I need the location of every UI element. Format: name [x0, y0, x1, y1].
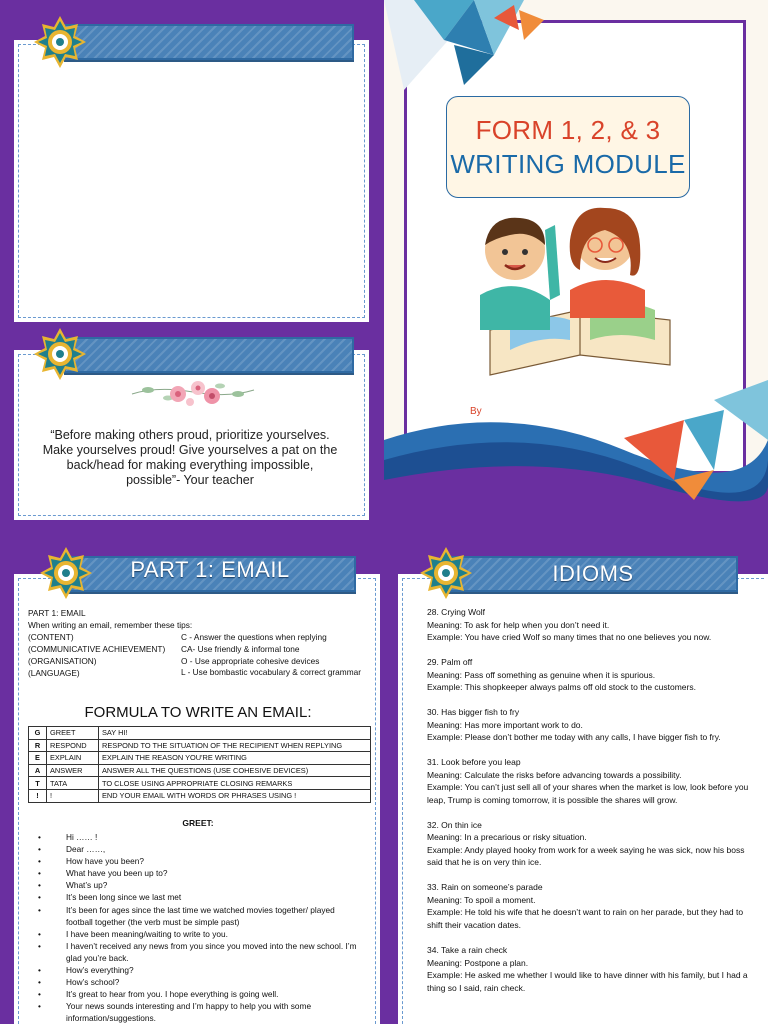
formula-letter: E: [29, 752, 47, 765]
list-item: • How have you been?: [38, 855, 358, 867]
idiom-title: 30. Has bigger fish to fry: [427, 707, 520, 718]
idiom-meaning: Meaning: Postpone a plan.: [427, 957, 529, 968]
star-medal-icon: [38, 545, 94, 601]
idiom-example: Example: You have cried Wolf so many times that no one believes you now.: [427, 632, 712, 642]
idiom-meaning: Meaning: Has more important work to do.: [427, 719, 583, 730]
idiom-title: 34. Take a rain check: [427, 945, 508, 956]
idiom-meaning: Meaning: Pass off something as genuine when it is spurious.: [427, 669, 656, 680]
idiom-example: Example: You can’t just sell all of your shares when the market is low, look before you leap, Trump is coming tomorrow, it is possible the shares will grow.: [427, 782, 749, 805]
greet-title: GREET:: [182, 818, 214, 828]
greet-list: [38, 831, 358, 1024]
cover-title-forms: FORM 1, 2, & 3: [475, 115, 661, 145]
idiom-entry: [427, 819, 757, 869]
cover-title-box: [446, 96, 690, 198]
table-row: [29, 752, 371, 765]
formula-letter: R: [29, 739, 47, 752]
star-medal-icon: [418, 545, 474, 601]
formula-letter: !: [29, 789, 47, 802]
quote-card-banner: [64, 337, 354, 373]
formula-word: RESPOND: [47, 739, 99, 752]
tip-criterion: (CONTENT): [28, 632, 74, 642]
tip-criterion: (LANGUAGE): [28, 668, 80, 678]
idiom-example: Example: He asked me whether I would like to have dinner with his family, but I had a thing so I said, rain check.: [427, 970, 748, 993]
email-banner: [64, 556, 356, 592]
idiom-entry: [427, 706, 757, 744]
email-intro: When writing an email, remember these tips:: [28, 620, 193, 630]
kids-reading-book-illustration: [470, 200, 690, 380]
idiom-entry: [427, 881, 757, 931]
formula-word: ANSWER: [47, 764, 99, 777]
idiom-meaning: Meaning: To spoil a moment.: [427, 894, 536, 905]
formula-description: END YOUR EMAIL WITH WORDS OR PHRASES USING !: [99, 789, 371, 802]
star-medal-icon: [32, 326, 88, 382]
formula-letter: A: [29, 764, 47, 777]
list-item: • It’s great to hear from you. I hope everything is going well.: [38, 988, 358, 1000]
table-row: [29, 777, 371, 790]
list-item: • What have you been up to?: [38, 867, 358, 879]
formula-title: FORMULA TO WRITE AN EMAIL:: [84, 704, 312, 721]
table-row: [29, 764, 371, 777]
idiom-entry: [427, 656, 757, 694]
formula-description: RESPOND TO THE SITUATION OF THE RECIPIENT WHEN REPLYING: [99, 739, 371, 752]
star-medal-icon: [32, 14, 88, 70]
idioms-banner: [448, 556, 738, 592]
formula-description: ANSWER ALL THE QUESTIONS (USE COHESIVE DEVICES): [99, 764, 371, 777]
formula-word: TATA: [47, 777, 99, 790]
blank-card: [14, 40, 369, 322]
formula-letter: T: [29, 777, 47, 790]
list-item: • What’s up?: [38, 879, 358, 891]
formula-description: SAY HI!: [99, 727, 371, 740]
tip-description: CA- Use friendly & informal tone: [181, 644, 300, 654]
cover-title-module: WRITING MODULE: [450, 149, 686, 179]
email-tips: [28, 607, 368, 679]
idiom-meaning: Meaning: In a precarious or risky situation.: [427, 832, 587, 843]
idiom-example: Example: Please don’t bother me today with any calls, I have bigger fish to fry.: [427, 732, 721, 743]
formula-letter: G: [29, 727, 47, 740]
email-banner-title: PART 1: EMAIL: [130, 560, 290, 582]
list-item: • Your news sounds interesting and I’m happy to help you with some information/suggestions.: [38, 1000, 358, 1024]
idiom-example: Example: Andy played hooky from work for a week saying he was sick, now his boss said that he is on very thin ice.: [427, 844, 745, 868]
cover-by-label: By: [470, 406, 482, 417]
idiom-example: Example: He told his wife that he doesn’t want to rain on her parade, but they had to shift their vacation dates.: [427, 907, 744, 930]
formula-description: EXPLAIN THE REASON YOU'RE WRITING: [99, 752, 371, 765]
tip-row: [28, 643, 368, 655]
formula-word: !: [47, 789, 99, 802]
list-item: • I haven’t received any news from you since you moved into the new school. I’m glad you’re back.: [38, 940, 358, 964]
formula-word: EXPLAIN: [47, 752, 99, 765]
list-item: • How’s everything?: [38, 964, 358, 976]
email-heading: PART 1: EMAIL: [28, 608, 86, 618]
idiom-title: 32. On thin ice: [427, 819, 482, 830]
tip-row: [28, 667, 368, 679]
idiom-example: Example: This shopkeeper always palms off old stock to the customers.: [427, 682, 696, 693]
tip-criterion: (COMMUNICATIVE ACHIEVEMENT): [28, 644, 166, 654]
idiom-entry: [427, 606, 757, 644]
idiom-title: 33. Rain on someone’s parade: [427, 882, 543, 893]
idiom-meaning: Meaning: Calculate the risks before advancing towards a possibility.: [427, 769, 682, 780]
formula-table: [28, 726, 371, 803]
idioms-banner-title: IDIOMS: [552, 561, 634, 586]
list-item: • I have been meaning/waiting to write to you.: [38, 928, 358, 940]
list-item: • Dear ……,: [38, 843, 358, 855]
blank-card-banner: [64, 24, 354, 60]
idiom-entry: [427, 756, 757, 806]
wave-decoration: [384, 380, 768, 508]
idiom-title: 29. Palm off: [427, 657, 473, 668]
list-item: • Hi …… !: [38, 831, 358, 843]
list-item: • It’s been long since we last met: [38, 891, 358, 903]
list-item: • It’s been for ages since the last time we watched movies together/ played football together (the verb must be simple past): [38, 904, 358, 928]
table-row: [29, 789, 371, 802]
flower-garland-icon: [128, 374, 258, 410]
idiom-entry: [427, 944, 757, 994]
tip-description: C - Answer the questions when replying: [181, 632, 327, 642]
idiom-meaning: Meaning: To ask for help when you don’t need it.: [427, 619, 610, 630]
tip-criterion: (ORGANISATION): [28, 656, 97, 666]
list-item: • How’s school?: [38, 976, 358, 988]
tip-row: [28, 655, 368, 667]
formula-description: TO CLOSE USING APPROPRIATE CLOSING REMARKS: [99, 777, 371, 790]
table-row: [29, 727, 371, 740]
tip-row: [28, 631, 368, 643]
tip-description: O - Use appropriate cohesive devices: [181, 656, 320, 666]
idioms-list: [427, 606, 757, 1007]
motivational-quote: “Before making others proud, prioritize yourselves. Make yourselves proud! Give yourselves a pat on the back/head for making everything impossible, possible”- Your teacher: [42, 428, 338, 487]
tip-description: L - Use bombastic vocabulary & correct grammar: [181, 667, 361, 677]
table-row: [29, 739, 371, 752]
formula-word: GREET: [47, 727, 99, 740]
idiom-title: 31. Look before you leap: [427, 757, 521, 768]
idiom-title: 28. Crying Wolf: [427, 607, 485, 617]
